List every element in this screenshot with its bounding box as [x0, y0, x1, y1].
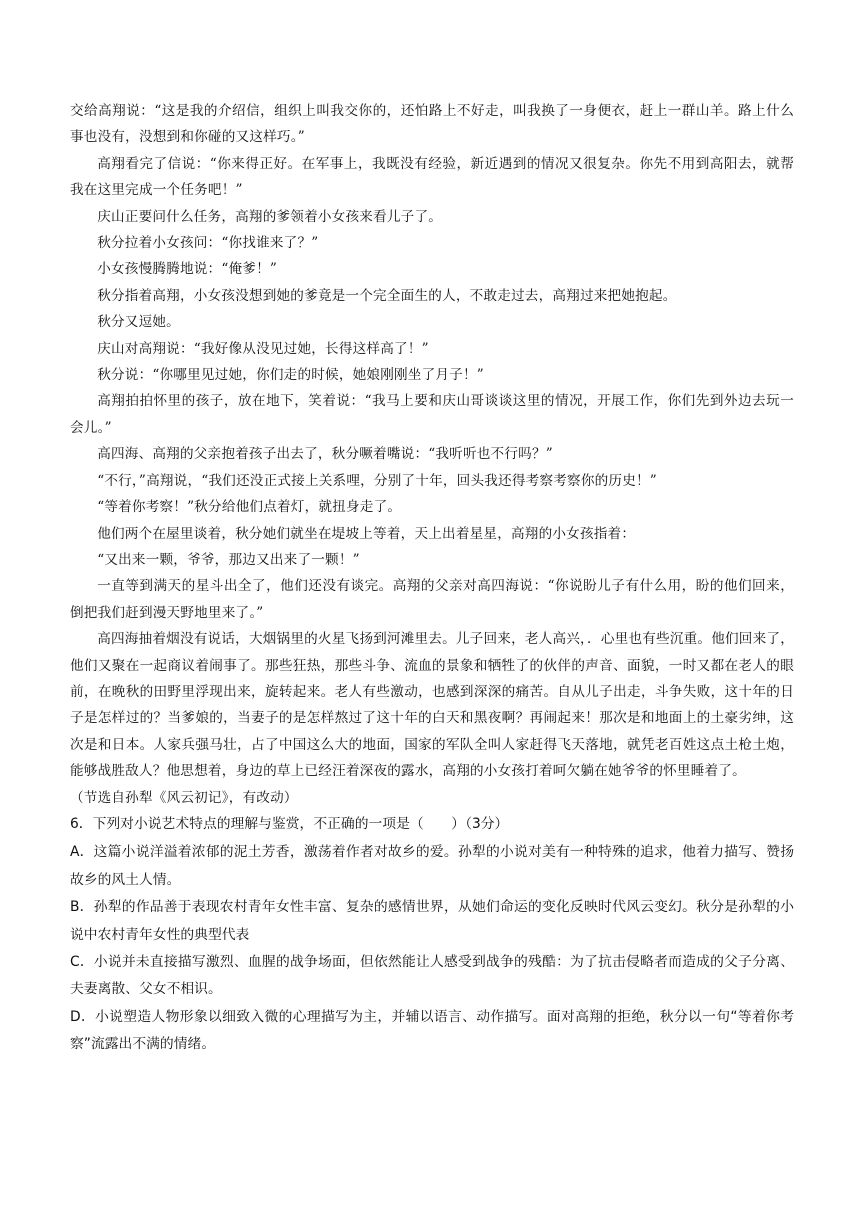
story-paragraph: 高翔看完了信说：“你来得正好。在军事上，我既没有经验，新近遇到的情况又很复杂。你先不用到高阳去，就帮我在这里完成一个任务吧！”: [70, 155, 794, 199]
story-paragraph: “不行，”高翔说，“我们还没正式接上关系哩，分别了十年，回头我还得考察考察你的历史！”: [97, 472, 657, 489]
story-paragraph: 他们两个在屋里谈着，秋分她们就坐在堤坡上等着，天上出着星星，高翔的小女孩指着：: [97, 525, 636, 542]
story-paragraph: 秋分又逗她。: [97, 314, 180, 331]
option-b[interactable]: B．孙犁的作品善于表现农村青年女性丰富、复杂的感情世界，从她们命运的变化反映时代风云变幻。秋分是孙犁的小说中农村青年女性的典型代表: [70, 899, 794, 943]
question-stem: 6．下列对小说艺术特点的理解与鉴赏，不正确的一项是（ ）（3分）: [70, 815, 509, 832]
option-c[interactable]: C．小说并未直接描写激烈、血腥的战争场面，但依然能让人感受到战争的残酷：为了抗击侵略者而造成的父子分离、夫妻离散、父女不相识。: [70, 954, 794, 998]
story-paragraph: “又出来一颗，爷爷，那边又出来了一颗！”: [97, 551, 360, 568]
story-paragraph: “等着你考察！”秋分给他们点着灯，就扭身走了。: [97, 499, 402, 516]
source-citation: （节选自孙犁《风云初记》，有改动）: [70, 789, 298, 806]
story-passage: [70, 98, 794, 811]
story-paragraph: 庆山正要问什么任务，高翔的爹领着小女孩来看儿子了。: [97, 208, 443, 225]
story-paragraph: 小女孩慢腾腾地说：“俺爹！”: [97, 261, 278, 278]
story-paragraph: 一直等到满天的星斗出全了，他们还没有谈完。高翔的父亲对高四海说：“你说盼儿子有什么用，盼的他们回来，倒把我们赶到漫天野地里来了。”: [70, 578, 794, 621]
story-paragraph: 交给高翔说：“这是我的介绍信，组织上叫我交你的，还怕路上不好走，叫我换了一身便衣，赶上一群山羊。路上什么事也没有，没想到和你碰的又这样巧。”: [70, 103, 794, 146]
question-6: [70, 811, 794, 1059]
story-paragraph: 高四海抽着烟没有说话，大烟锅里的火星飞扬到河滩里去。儿子回来，老人高兴，．心里也有些沉重。他们回来了，他们又聚在一起商议着闹事了。那些狂热，那些斗争、流血的景象和牺牲了的伙伴的声音、面貌，一时又都在老人的眼前，在晚秋的田野里浮现出来，旋转起来。老人有些激动，也感到深深的痛苦。自从儿子出走，斗争失败，这十年的日子是怎样过的？当爹娘的，当妻子的是怎样熬过了这十年的白天和黑夜啊？再闹起来！那次是和地面上的土豪劣绅，这次是和日本。人家兵强马壮，占了中国这么大的地面，国家的军队全叫人家赶得飞天落地，就凭老百姓这点土枪土炮，能够战胜敌人？他思想着，身边的草上已经汪着深夜的露水，高翔的小女孩打着呵欠躺在她爷爷的怀里睡着了。: [70, 631, 794, 780]
story-paragraph: 庆山对高翔说：“我好像从没见过她，长得这样高了！”: [97, 340, 429, 357]
story-paragraph: 秋分指着高翔，小女孩没想到她的爹竟是一个完全面生的人，不敢走过去，高翔过来把她抱起。: [97, 287, 677, 304]
option-a[interactable]: A．这篇小说洋溢着浓郁的泥土芳香，激荡着作者对故乡的爱。孙犁的小说对美有一种特殊的追求，他着力描写、赞扬故乡的风土人情。: [70, 844, 794, 888]
story-paragraph: 高四海、高翔的父亲抱着孩子出去了，秋分噘着嘴说：“我听听也不行吗？”: [97, 446, 553, 463]
document-page: [70, 98, 794, 1059]
story-paragraph: 秋分拉着小女孩问：“你找谁来了？”: [97, 235, 319, 252]
story-paragraph: 秋分说：“你哪里见过她，你们走的时候，她娘刚刚坐了月子！”: [97, 367, 484, 384]
option-d[interactable]: D．小说塑造人物形象以细致入微的心理描写为主，并辅以语言、动作描写。面对高翔的拒绝，秋分以一句“等着你考察”流露出不满的情绪。: [70, 1008, 794, 1053]
story-paragraph: 高翔拍拍怀里的孩子，放在地下，笑着说：“我马上要和庆山哥谈谈这里的情况，开展工作，你们先到外边去玩一会儿。”: [70, 393, 794, 436]
